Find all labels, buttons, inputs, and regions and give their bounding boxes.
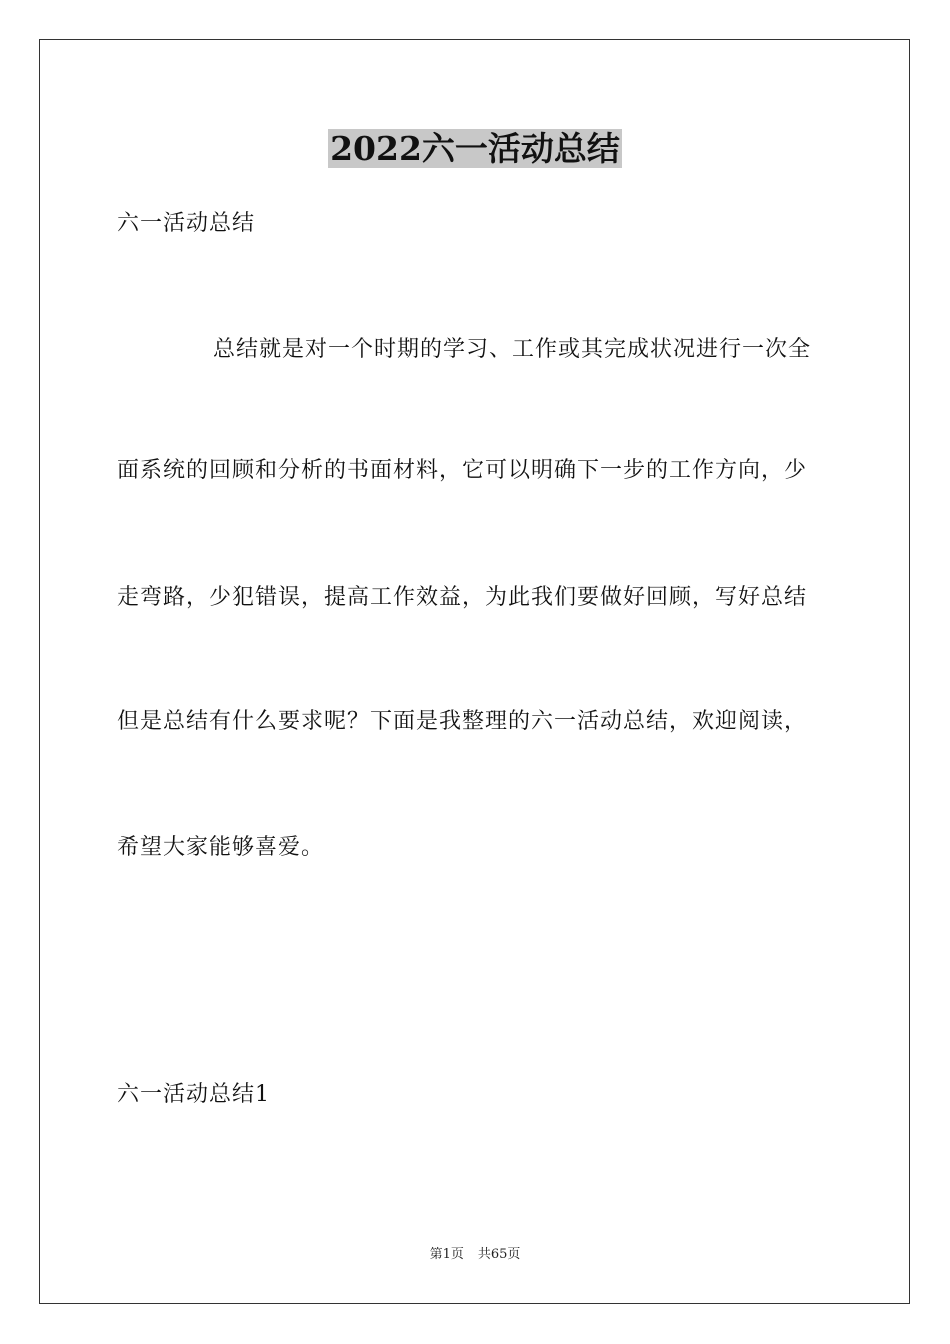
section-heading: 六一活动总结1 bbox=[117, 1082, 270, 1107]
paragraph-line-5: 希望大家能够喜爱。 bbox=[117, 835, 325, 860]
paragraph-line-4: 但是总结有什么要求呢？下面是我整理的六一活动总结，欢迎阅读， bbox=[117, 709, 808, 734]
document-title bbox=[0, 127, 950, 171]
paragraph-line-2: 面系统的回顾和分析的书面材料，它可以明确下一步的工作方向，少 bbox=[117, 458, 808, 483]
page-number: 第1页 bbox=[429, 1247, 464, 1262]
paragraph-line-3: 走弯路，少犯错误，提高工作效益，为此我们要做好回顾，写好总结 bbox=[117, 585, 808, 610]
document-title-text: 2022六一活动总结 bbox=[330, 129, 620, 168]
document-subtitle: 六一活动总结 bbox=[117, 211, 256, 236]
page-footer bbox=[0, 1246, 950, 1264]
paragraph-line-1: 总结就是对一个时期的学习、工作或其完成状况进行一次全 bbox=[213, 337, 812, 362]
page-total: 共65页 bbox=[477, 1247, 521, 1262]
